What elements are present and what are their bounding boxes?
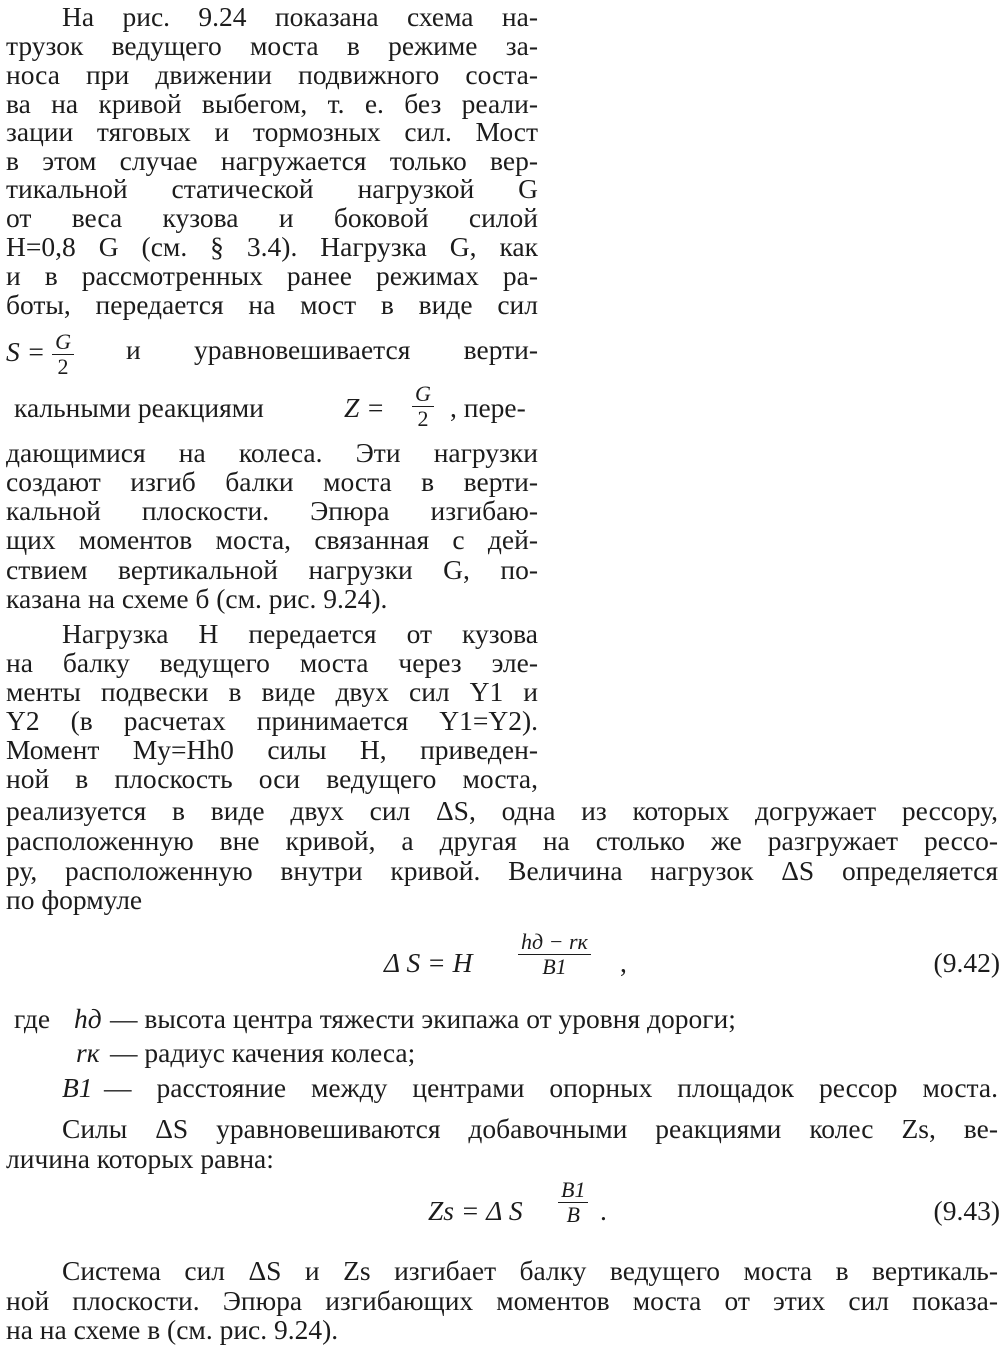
text-line: от веса кузова и боковой силой [6,202,538,233]
eq1-fraction [518,930,591,979]
text-line: тикальной статической нагрузкой G [6,173,538,204]
text-line: ва на кривой выбегом, т. е. без реали- [6,88,538,119]
equation-number: (9.43) [933,1195,1000,1226]
text-line: и в рассмотренных ранее режимах ра- [6,260,538,291]
where-symbol: B1 [62,1072,93,1103]
eq2-lhs: Zs = Δ S [428,1195,523,1226]
s-formula-fraction [52,330,74,379]
equation-number: (9.42) [933,947,1000,978]
text-line: зации тяговых и тормозных сил. Мост [6,116,538,147]
text-line: реализуется в виде двух сил ΔS, одна из которых догружает рессору, [6,795,998,826]
eq2-fraction [558,1178,588,1227]
text-line: ствием вертикальной нагрузки G, по- [6,554,538,585]
s-formula-rest: и уравновешивается верти- [126,334,538,365]
where-pre: где [14,1003,51,1034]
text-line: дающимися на колеса. Эти нагрузки [6,437,538,468]
z-formula-num: G [415,381,431,406]
text-line: создают изгиб балки моста в верти- [6,466,538,497]
text-line: менты подвески в виде двух сил Y1 и [6,676,538,707]
text-line: Нагрузка H передается от кузова [62,618,538,649]
eq2-num: B1 [561,1177,586,1202]
eq1-tail: , [620,947,627,978]
text-line: носа при движении подвижного соста- [6,59,538,90]
text-line: боты, передается на мост в виде сил [6,289,538,320]
text-line: щих моментов моста, связанная с дей- [6,524,538,555]
text-line: кальной плоскости. Эпюра изгибаю- [6,495,538,526]
z-formula-fraction [412,382,434,431]
text-line: ной в плоскость оси ведущего моста, [6,763,538,794]
where-text: — высота центра тяжести экипажа от уровня дороги; [110,1003,736,1034]
s-formula-den: 2 [52,354,74,379]
text-line: ной плоскости. Эпюра изгибающих моментов моста от этих сил показа- [6,1285,998,1316]
z-formula-pre: кальными реакциями [14,392,264,423]
eq2-tail: . [600,1195,607,1226]
text-line: Система сил ΔS и Zs изгибает балку ведущего моста в вертикаль- [62,1255,998,1286]
text-line: в этом случае нагружается только вер- [6,145,538,176]
text-line: личина которых равна: [6,1143,274,1174]
eq1-den: B1 [518,954,591,979]
text-line: по формуле [6,884,143,915]
s-formula-num: G [55,329,71,354]
s-formula-line [6,330,538,379]
eq1-lhs: Δ S = H [384,947,473,978]
text-line: Момент Mу=Hh0 силы H, приведен- [6,734,538,765]
text-line: H=0,8 G (см. § 3.4). Нагрузка G, как [6,231,538,262]
text-line: трузок ведущего моста в режиме за- [6,30,538,61]
text-line: на на схеме в (см. рис. 9.24). [6,1314,339,1345]
where-text: — радиус качения колеса; [110,1037,416,1068]
text-line: расположенную вне кривой, а другая на столько же разгружает рессо- [6,825,998,856]
text-line: На рис. 9.24 показана схема на- [62,1,538,32]
eq2-den: B [558,1202,588,1227]
text-line: Силы ΔS уравновешиваются добавочными реакциями колес Zs, ве- [62,1113,998,1144]
where-symbol: rк [76,1037,100,1068]
eq1-num: hд − rк [521,929,588,954]
z-formula-den: 2 [412,406,434,431]
text-line: ру, расположенную внутри кривой. Величина нагрузок ΔS определяется [6,855,998,886]
z-formula-lhs: Z = [344,392,385,423]
where-text: — расстояние между центрами опорных площадок рессор моста. [104,1072,998,1103]
s-formula-lhs: S = [6,335,46,367]
text-line: Y2 (в расчетах принимается Y1=Y2). [6,705,538,736]
text-line: на балку ведущего моста через эле- [6,647,538,678]
text-line: казана на схеме б (см. рис. 9.24). [6,583,388,614]
where-symbol: hд [74,1003,102,1034]
z-formula-rest: , пере- [450,392,526,423]
